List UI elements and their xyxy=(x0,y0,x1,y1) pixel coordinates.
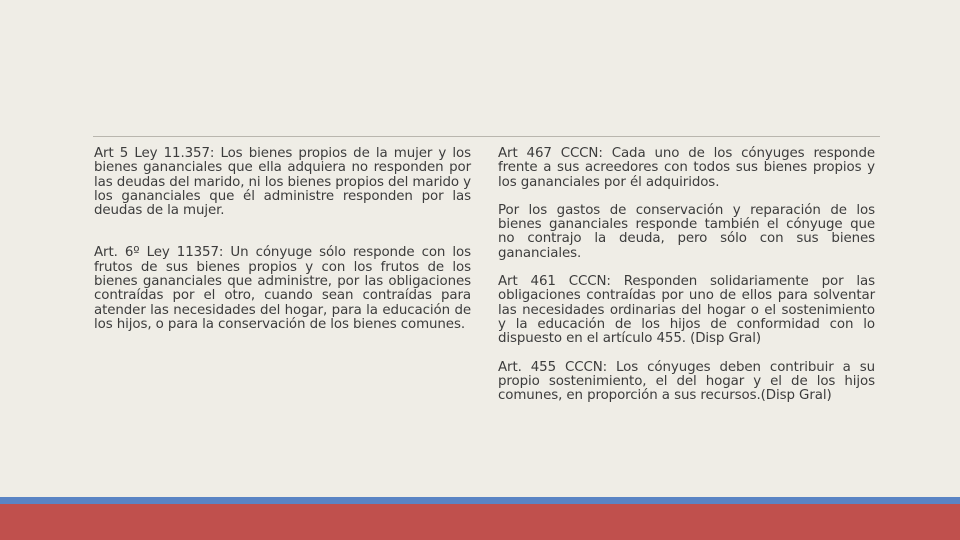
article-text: Por los gastos de conservación y reparación de los bienes gananciales responde también el cónyuge que no contrajo la deuda, pero sólo con sus bienes gananciales. xyxy=(498,202,875,261)
article-reference: Art. 455 CCCN: xyxy=(498,359,608,375)
left-column xyxy=(94,147,471,332)
paragraph-art-467-cccn xyxy=(498,147,875,190)
article-reference: Art 461 CCCN: xyxy=(498,274,611,290)
right-column xyxy=(498,147,875,403)
paragraph-art-6-ley-11357 xyxy=(94,246,471,332)
paragraph-art-455-cccn xyxy=(498,361,875,404)
article-text: Un cónyuge sólo responde con los frutos de sus bienes propios y con los frutos de los bienes gananciales que administre, por las obligaciones contraídas por el otro, cuando sean contraídas para atender las necesidades del hogar, para la educación de los hijos, o para la conservación de los bienes comunes. xyxy=(94,245,472,332)
article-text: Responden solidariamente por las obligaciones contraídas por uno de ellos para solventar las necesidades ordinarias del hogar o el sostenimiento y la educación de los hijos de conformidad con lo dispuesto en el artículo 455. (Disp Gral) xyxy=(498,274,875,347)
divider-line xyxy=(93,136,880,137)
article-text: Los bienes propios de la mujer y los bienes gananciales que ella adquiera no responden por las deudas del marido, ni los bienes propios del marido y los gananciales que él administre responden por las deudas de la mujer. xyxy=(94,146,471,219)
paragraph-gastos-conservacion xyxy=(498,204,875,261)
article-text: Los cónyuges deben contribuir a su propio sostenimiento, el del hogar y el de los hijos comunes, en proporción a sus recursos.(Disp Gral) xyxy=(498,359,875,404)
footer-blue-stripe xyxy=(0,497,960,504)
footer-red-band xyxy=(0,504,960,540)
article-reference: Art. 6º Ley 11357: xyxy=(94,245,224,261)
paragraph-art-5-ley-11357 xyxy=(94,147,471,218)
paragraph-art-461-cccn xyxy=(498,275,875,346)
article-reference: Art 467 CCCN: xyxy=(498,146,603,161)
article-text: Cada uno de los cónyuges responde frente a sus acreedores con todos sus bienes propios y los gananciales por él adquiridos. xyxy=(498,146,875,190)
article-reference: Art 5 Ley 11.357: xyxy=(94,146,215,161)
